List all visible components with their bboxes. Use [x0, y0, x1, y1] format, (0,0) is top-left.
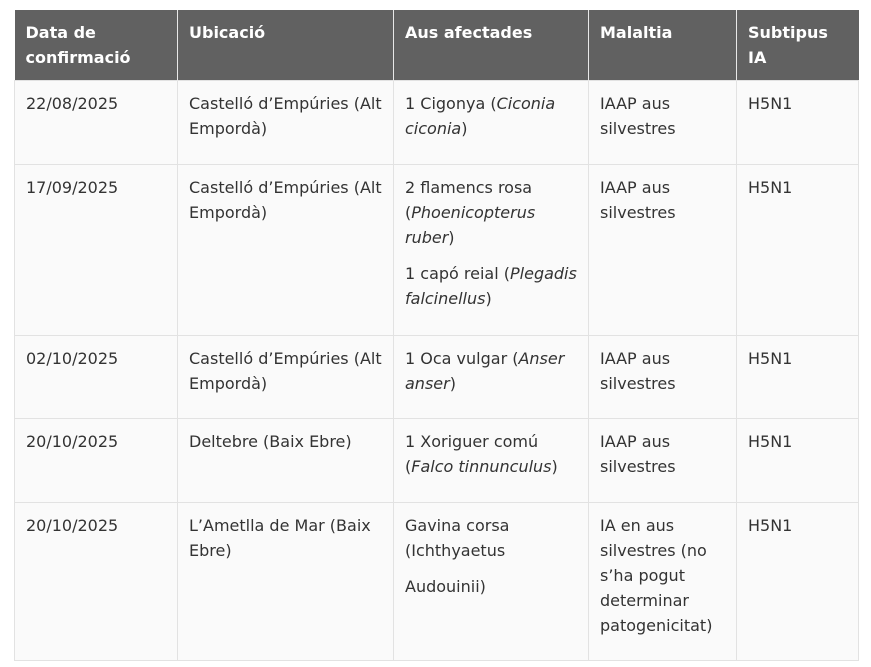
- cell-location: Castelló d’Empúries (Alt Empordà): [178, 81, 394, 165]
- header-confirmation-date: Data de confirmació: [15, 10, 178, 81]
- header-affected-birds: Aus afectades: [394, 10, 589, 81]
- cell-birds: [394, 503, 589, 661]
- cell-location: Castelló d’Empúries (Alt Empordà): [178, 336, 394, 419]
- cell-disease: IAAP aus silvestres: [589, 81, 737, 165]
- bird-entry: Audouinii): [405, 577, 486, 596]
- header-location: Ubicació: [178, 10, 394, 81]
- cell-disease: IAAP aus silvestres: [589, 419, 737, 503]
- cell-date: 22/08/2025: [15, 81, 178, 165]
- cell-birds: [394, 336, 589, 419]
- cell-location: Castelló d’Empúries (Alt Empordà): [178, 165, 394, 336]
- cell-date: 17/09/2025: [15, 165, 178, 336]
- bird-entry: 1 capó reial (Plegadis falcinellus): [405, 264, 577, 308]
- table-row: [15, 503, 859, 661]
- cell-date: 20/10/2025: [15, 419, 178, 503]
- cell-subtype: H5N1: [737, 165, 859, 336]
- table-row: [15, 81, 859, 165]
- outbreaks-table: [14, 10, 859, 661]
- table-row: [15, 165, 859, 336]
- cell-birds: [394, 419, 589, 503]
- cell-subtype: H5N1: [737, 503, 859, 661]
- cell-birds: [394, 81, 589, 165]
- cell-subtype: H5N1: [737, 81, 859, 165]
- bird-entry: Gavina corsa (Ichthyaetus: [405, 516, 510, 560]
- cell-subtype: H5N1: [737, 336, 859, 419]
- table-row: [15, 419, 859, 503]
- cell-disease: IAAP aus silvestres: [589, 165, 737, 336]
- cell-subtype: H5N1: [737, 419, 859, 503]
- bird-entry: 1 Cigonya (Ciconia ciconia): [405, 94, 556, 138]
- bird-entry: 1 Xoriguer comú (Falco tinnunculus): [405, 432, 558, 476]
- table-header-row: [15, 10, 859, 81]
- cell-location: Deltebre (Baix Ebre): [178, 419, 394, 503]
- cell-birds: [394, 165, 589, 336]
- cell-date: 02/10/2025: [15, 336, 178, 419]
- cell-disease: IA en aus silvestres (no s’ha pogut determinar patogenicitat): [589, 503, 737, 661]
- cell-location: L’Ametlla de Mar (Baix Ebre): [178, 503, 394, 661]
- table-row: [15, 336, 859, 419]
- header-disease: Malaltia: [589, 10, 737, 81]
- cell-disease: IAAP aus silvestres: [589, 336, 737, 419]
- bird-entry: 1 Oca vulgar (Anser anser): [405, 349, 565, 393]
- header-ai-subtype: Subtipus IA: [737, 10, 859, 81]
- cell-date: 20/10/2025: [15, 503, 178, 661]
- bird-entry: 2 flamencs rosa (Phoenicopterus ruber): [405, 178, 536, 247]
